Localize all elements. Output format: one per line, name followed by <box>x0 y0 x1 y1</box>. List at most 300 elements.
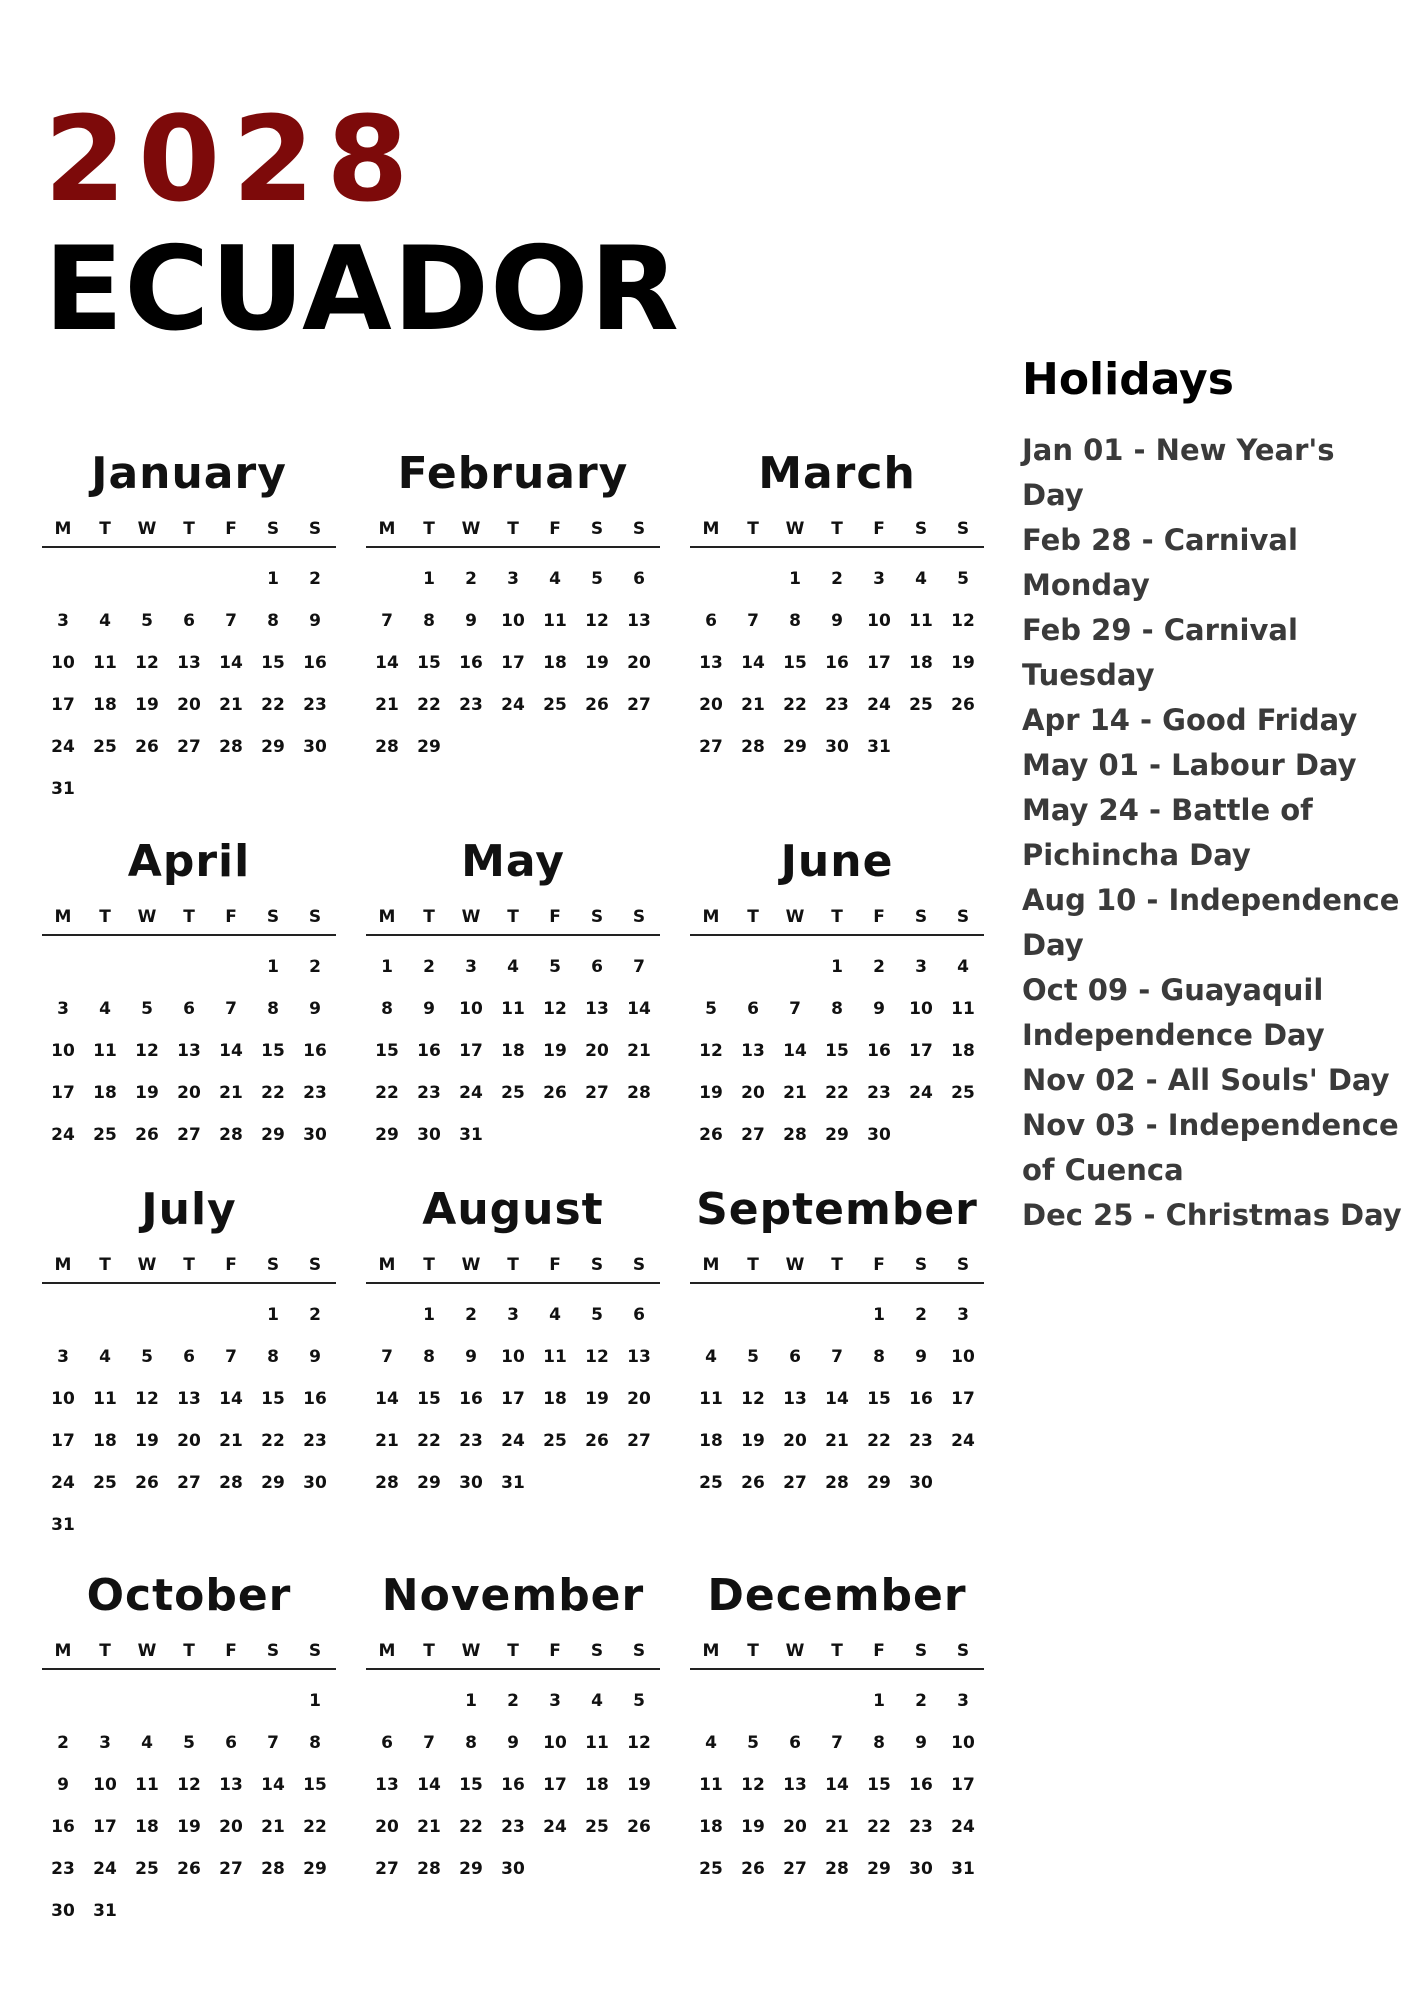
day-cell: 13 <box>585 999 609 1019</box>
month-december <box>690 1570 984 1890</box>
day-cell: 12 <box>135 1389 159 1409</box>
weekday-label: S <box>914 1255 928 1275</box>
month-grid <box>690 1634 984 1890</box>
day-cell: 10 <box>51 653 75 673</box>
day-cell: 15 <box>417 1389 441 1409</box>
day-cell: 12 <box>741 1389 765 1409</box>
weekday-label: W <box>785 519 805 539</box>
day-cell: 15 <box>261 1389 285 1409</box>
day-cell: 26 <box>699 1125 723 1145</box>
day-cell: 4 <box>705 1733 717 1753</box>
day-cell: 24 <box>867 695 891 715</box>
day-cell: 13 <box>219 1775 243 1795</box>
month-june <box>690 836 984 1156</box>
day-cell: 18 <box>543 1389 567 1409</box>
day-cell: 23 <box>303 1431 327 1451</box>
month-grid <box>42 900 336 1156</box>
day-cell: 28 <box>825 1473 849 1493</box>
weekday-label: M <box>54 1255 72 1275</box>
day-cell: 28 <box>417 1859 441 1879</box>
day-cell: 3 <box>57 611 69 631</box>
day-cell: 11 <box>93 653 117 673</box>
day-cell: 12 <box>135 653 159 673</box>
day-cell: 10 <box>51 1041 75 1061</box>
day-cell: 24 <box>459 1083 483 1103</box>
day-cell: 26 <box>627 1817 651 1837</box>
day-cell: 5 <box>705 999 717 1019</box>
day-cell: 15 <box>261 653 285 673</box>
day-cell: 8 <box>873 1733 885 1753</box>
day-cell: 30 <box>867 1125 891 1145</box>
holiday-item: Dec 25 - Christmas Day <box>1022 1198 1402 1232</box>
weekday-label: S <box>914 907 928 927</box>
weekday-label: T <box>747 1641 759 1661</box>
day-cell: 23 <box>51 1859 75 1879</box>
day-cell: 1 <box>873 1691 885 1711</box>
weekday-divider <box>366 1282 660 1284</box>
weekday-label: T <box>183 519 195 539</box>
day-cell: 11 <box>93 1389 117 1409</box>
month-grid <box>366 1248 660 1504</box>
weekday-label: T <box>507 907 519 927</box>
day-cell: 14 <box>627 999 651 1019</box>
weekday-label: F <box>225 1641 237 1661</box>
day-cell: 13 <box>741 1041 765 1061</box>
weekday-label: W <box>785 1641 805 1661</box>
weekday-divider <box>42 546 336 548</box>
day-cell: 12 <box>627 1733 651 1753</box>
month-august <box>366 1184 660 1504</box>
day-cell: 5 <box>141 999 153 1019</box>
day-cell: 7 <box>225 1347 237 1367</box>
weekday-label: T <box>747 519 759 539</box>
day-cell: 8 <box>831 999 843 1019</box>
day-cell: 16 <box>303 1389 327 1409</box>
weekday-divider <box>690 1282 984 1284</box>
day-cell: 2 <box>309 1305 321 1325</box>
day-cell: 22 <box>261 695 285 715</box>
day-cell: 23 <box>459 1431 483 1451</box>
day-cell: 1 <box>267 1305 279 1325</box>
day-cell: 28 <box>783 1125 807 1145</box>
day-cell: 10 <box>93 1775 117 1795</box>
day-cell: 3 <box>99 1733 111 1753</box>
day-cell: 4 <box>141 1733 153 1753</box>
day-cell: 26 <box>741 1859 765 1879</box>
day-cell: 15 <box>867 1389 891 1409</box>
day-cell: 23 <box>303 695 327 715</box>
day-cell: 20 <box>375 1817 399 1837</box>
day-cell: 31 <box>459 1125 483 1145</box>
day-cell: 29 <box>261 1473 285 1493</box>
weekday-label: W <box>137 1255 157 1275</box>
day-cell: 5 <box>957 569 969 589</box>
weekday-label: W <box>137 1641 157 1661</box>
weekday-divider <box>366 934 660 936</box>
month-name: October <box>86 1570 292 1621</box>
day-cell: 10 <box>867 611 891 631</box>
day-cell: 9 <box>423 999 435 1019</box>
day-cell: 12 <box>585 611 609 631</box>
day-cell: 6 <box>183 611 195 631</box>
weekday-label: T <box>423 1641 435 1661</box>
holiday-item: Jan 01 - New Year's Day <box>1022 433 1335 512</box>
day-cell: 26 <box>135 1473 159 1493</box>
month-name: December <box>707 1570 967 1621</box>
weekday-divider <box>690 546 984 548</box>
day-cell: 2 <box>915 1305 927 1325</box>
day-cell: 23 <box>459 695 483 715</box>
day-cell: 20 <box>783 1431 807 1451</box>
day-cell: 28 <box>741 737 765 757</box>
day-cell: 25 <box>699 1473 723 1493</box>
month-name: May <box>461 836 565 887</box>
weekday-divider <box>42 1282 336 1284</box>
day-cell: 28 <box>219 737 243 757</box>
day-cell: 2 <box>309 569 321 589</box>
holiday-item: May 01 - Labour Day <box>1022 748 1357 782</box>
day-cell: 28 <box>219 1125 243 1145</box>
weekday-label: S <box>266 907 280 927</box>
day-cell: 11 <box>699 1775 723 1795</box>
month-march <box>690 448 984 768</box>
day-cell: 19 <box>741 1431 765 1451</box>
day-cell: 17 <box>951 1775 975 1795</box>
day-cell: 23 <box>417 1083 441 1103</box>
day-cell: 18 <box>93 1431 117 1451</box>
day-cell: 6 <box>183 1347 195 1367</box>
day-cell: 12 <box>177 1775 201 1795</box>
day-cell: 14 <box>219 1041 243 1061</box>
weekday-label: M <box>378 1255 396 1275</box>
day-cell: 29 <box>375 1125 399 1145</box>
day-cell: 23 <box>825 695 849 715</box>
day-cell: 25 <box>951 1083 975 1103</box>
weekday-label: S <box>308 1255 322 1275</box>
day-cell: 11 <box>501 999 525 1019</box>
day-cell: 8 <box>267 999 279 1019</box>
day-cell: 25 <box>909 695 933 715</box>
day-cell: 18 <box>135 1817 159 1837</box>
day-cell: 5 <box>747 1733 759 1753</box>
day-cell: 13 <box>177 1041 201 1061</box>
day-cell: 27 <box>627 1431 651 1451</box>
day-cell: 12 <box>699 1041 723 1061</box>
month-name: August <box>422 1184 604 1235</box>
day-cell: 5 <box>141 1347 153 1367</box>
day-cell: 4 <box>99 611 111 631</box>
day-cell: 4 <box>549 1305 561 1325</box>
weekday-label: T <box>831 1641 843 1661</box>
day-cell: 27 <box>783 1473 807 1493</box>
day-cell: 12 <box>135 1041 159 1061</box>
day-cell: 20 <box>699 695 723 715</box>
day-cell: 1 <box>267 569 279 589</box>
day-cell: 2 <box>309 957 321 977</box>
day-cell: 1 <box>309 1691 321 1711</box>
day-cell: 5 <box>141 611 153 631</box>
day-cell: 16 <box>909 1775 933 1795</box>
day-cell: 2 <box>831 569 843 589</box>
day-cell: 13 <box>783 1775 807 1795</box>
weekday-label: S <box>590 907 604 927</box>
day-cell: 3 <box>57 1347 69 1367</box>
day-cell: 7 <box>831 1347 843 1367</box>
day-cell: 31 <box>51 779 75 799</box>
day-cell: 21 <box>741 695 765 715</box>
weekday-label: T <box>183 1255 195 1275</box>
weekday-label: T <box>831 519 843 539</box>
month-may <box>366 836 660 1156</box>
day-cell: 9 <box>465 1347 477 1367</box>
weekday-divider <box>42 934 336 936</box>
day-cell: 7 <box>225 999 237 1019</box>
month-grid <box>42 1634 336 1932</box>
day-cell: 16 <box>51 1817 75 1837</box>
day-cell: 25 <box>93 1125 117 1145</box>
day-cell: 6 <box>747 999 759 1019</box>
day-cell: 6 <box>183 999 195 1019</box>
day-cell: 15 <box>867 1775 891 1795</box>
day-cell: 22 <box>375 1083 399 1103</box>
day-cell: 7 <box>381 611 393 631</box>
month-name: February <box>397 448 629 499</box>
day-cell: 30 <box>303 1125 327 1145</box>
day-cell: 26 <box>585 1431 609 1451</box>
holiday-item: Aug 10 - Independence Day <box>1022 883 1400 962</box>
day-cell: 12 <box>543 999 567 1019</box>
day-cell: 25 <box>135 1859 159 1879</box>
calendar-year: 2028 <box>44 90 421 228</box>
day-cell: 1 <box>789 569 801 589</box>
weekday-label: S <box>590 1255 604 1275</box>
month-name: March <box>758 448 916 499</box>
day-cell: 23 <box>909 1431 933 1451</box>
day-cell: 15 <box>459 1775 483 1795</box>
day-cell: 3 <box>957 1691 969 1711</box>
day-cell: 28 <box>375 737 399 757</box>
weekday-label: T <box>99 1641 111 1661</box>
day-cell: 2 <box>57 1733 69 1753</box>
day-cell: 24 <box>51 1473 75 1493</box>
weekday-label: F <box>549 907 561 927</box>
weekday-label: W <box>461 1255 481 1275</box>
day-cell: 9 <box>57 1775 69 1795</box>
day-cell: 7 <box>789 999 801 1019</box>
day-cell: 29 <box>459 1859 483 1879</box>
day-cell: 14 <box>375 653 399 673</box>
day-cell: 23 <box>303 1083 327 1103</box>
weekday-label: S <box>956 907 970 927</box>
day-cell: 4 <box>99 1347 111 1367</box>
weekday-label: F <box>549 1255 561 1275</box>
day-cell: 14 <box>219 1389 243 1409</box>
day-cell: 13 <box>375 1775 399 1795</box>
day-cell: 4 <box>915 569 927 589</box>
holiday-item: Nov 03 - Independence of Cuenca <box>1022 1108 1399 1187</box>
day-cell: 1 <box>873 1305 885 1325</box>
day-cell: 26 <box>135 1125 159 1145</box>
weekday-label: F <box>225 1255 237 1275</box>
day-cell: 12 <box>741 1775 765 1795</box>
day-cell: 14 <box>825 1389 849 1409</box>
day-cell: 11 <box>951 999 975 1019</box>
day-cell: 19 <box>135 1083 159 1103</box>
day-cell: 19 <box>699 1083 723 1103</box>
day-cell: 8 <box>465 1733 477 1753</box>
day-cell: 28 <box>375 1473 399 1493</box>
month-grid <box>366 512 660 768</box>
day-cell: 1 <box>381 957 393 977</box>
day-cell: 22 <box>867 1431 891 1451</box>
day-cell: 3 <box>873 569 885 589</box>
day-cell: 10 <box>459 999 483 1019</box>
weekday-divider <box>366 546 660 548</box>
weekday-label: S <box>266 1255 280 1275</box>
day-cell: 30 <box>417 1125 441 1145</box>
weekday-label: S <box>956 1641 970 1661</box>
day-cell: 6 <box>633 569 645 589</box>
weekday-label: T <box>183 907 195 927</box>
day-cell: 8 <box>267 1347 279 1367</box>
day-cell: 9 <box>465 611 477 631</box>
day-cell: 6 <box>591 957 603 977</box>
weekday-label: W <box>785 1255 805 1275</box>
day-cell: 29 <box>867 1859 891 1879</box>
month-name: July <box>141 1184 237 1235</box>
day-cell: 7 <box>267 1733 279 1753</box>
month-name: September <box>696 1184 978 1235</box>
weekday-label: W <box>137 907 157 927</box>
day-cell: 6 <box>381 1733 393 1753</box>
day-cell: 16 <box>909 1389 933 1409</box>
day-cell: 8 <box>267 611 279 631</box>
weekday-label: M <box>702 519 720 539</box>
weekday-label: F <box>549 519 561 539</box>
day-cell: 20 <box>783 1817 807 1837</box>
day-cell: 26 <box>951 695 975 715</box>
day-cell: 6 <box>633 1305 645 1325</box>
day-cell: 30 <box>501 1859 525 1879</box>
day-cell: 14 <box>825 1775 849 1795</box>
day-cell: 1 <box>465 1691 477 1711</box>
day-cell: 18 <box>543 653 567 673</box>
holiday-item: Apr 14 - Good Friday <box>1022 703 1358 737</box>
weekday-label: T <box>831 1255 843 1275</box>
day-cell: 11 <box>699 1389 723 1409</box>
day-cell: 3 <box>465 957 477 977</box>
month-october <box>42 1570 336 1932</box>
day-cell: 21 <box>219 1431 243 1451</box>
holiday-item: Oct 09 - Guayaquil Independence Day <box>1022 973 1325 1052</box>
day-cell: 29 <box>825 1125 849 1145</box>
day-cell: 25 <box>543 1431 567 1451</box>
day-cell: 22 <box>417 1431 441 1451</box>
day-cell: 31 <box>51 1515 75 1535</box>
weekday-label: S <box>632 1641 646 1661</box>
month-grid <box>366 900 660 1156</box>
day-cell: 28 <box>261 1859 285 1879</box>
day-cell: 16 <box>459 653 483 673</box>
day-cell: 23 <box>501 1817 525 1837</box>
day-cell: 15 <box>375 1041 399 1061</box>
day-cell: 18 <box>699 1431 723 1451</box>
weekday-label: M <box>702 1255 720 1275</box>
day-cell: 1 <box>423 569 435 589</box>
day-cell: 1 <box>267 957 279 977</box>
day-cell: 24 <box>501 695 525 715</box>
weekday-label: M <box>702 907 720 927</box>
day-cell: 7 <box>831 1733 843 1753</box>
day-cell: 3 <box>549 1691 561 1711</box>
day-cell: 19 <box>543 1041 567 1061</box>
day-cell: 17 <box>867 653 891 673</box>
day-cell: 11 <box>135 1775 159 1795</box>
day-cell: 10 <box>951 1347 975 1367</box>
day-cell: 27 <box>177 1473 201 1493</box>
day-cell: 29 <box>417 1473 441 1493</box>
day-cell: 16 <box>867 1041 891 1061</box>
holiday-item: Nov 02 - All Souls' Day <box>1022 1063 1390 1097</box>
holiday-item: Feb 29 - Carnival Tuesday <box>1022 613 1298 692</box>
day-cell: 10 <box>51 1389 75 1409</box>
weekday-divider <box>42 1668 336 1670</box>
day-cell: 26 <box>585 695 609 715</box>
day-cell: 7 <box>747 611 759 631</box>
day-cell: 22 <box>261 1083 285 1103</box>
day-cell: 16 <box>501 1775 525 1795</box>
weekday-label: T <box>831 907 843 927</box>
day-cell: 22 <box>825 1083 849 1103</box>
day-cell: 14 <box>783 1041 807 1061</box>
weekday-label: T <box>99 519 111 539</box>
day-cell: 17 <box>459 1041 483 1061</box>
holidays-title: Holidays <box>1022 354 1234 405</box>
day-cell: 19 <box>585 1389 609 1409</box>
weekday-label: F <box>873 1255 885 1275</box>
day-cell: 20 <box>627 653 651 673</box>
holiday-item: May 24 - Battle of Pichincha Day <box>1022 793 1313 872</box>
weekday-label: S <box>914 519 928 539</box>
day-cell: 13 <box>627 611 651 631</box>
day-cell: 12 <box>585 1347 609 1367</box>
day-cell: 21 <box>783 1083 807 1103</box>
weekday-label: T <box>99 1255 111 1275</box>
day-cell: 30 <box>51 1901 75 1921</box>
weekday-label: W <box>461 1641 481 1661</box>
weekday-label: M <box>54 1641 72 1661</box>
day-cell: 31 <box>951 1859 975 1879</box>
month-grid <box>42 512 336 810</box>
day-cell: 28 <box>627 1083 651 1103</box>
day-cell: 30 <box>459 1473 483 1493</box>
day-cell: 5 <box>591 1305 603 1325</box>
day-cell: 19 <box>135 1431 159 1451</box>
day-cell: 30 <box>303 1473 327 1493</box>
day-cell: 14 <box>261 1775 285 1795</box>
day-cell: 8 <box>423 1347 435 1367</box>
day-cell: 24 <box>951 1817 975 1837</box>
day-cell: 21 <box>375 1431 399 1451</box>
day-cell: 4 <box>507 957 519 977</box>
holiday-item: Feb 28 - Carnival Monday <box>1022 523 1298 602</box>
day-cell: 20 <box>741 1083 765 1103</box>
day-cell: 14 <box>417 1775 441 1795</box>
day-cell: 30 <box>909 1859 933 1879</box>
day-cell: 25 <box>699 1859 723 1879</box>
weekday-label: T <box>423 907 435 927</box>
day-cell: 3 <box>957 1305 969 1325</box>
